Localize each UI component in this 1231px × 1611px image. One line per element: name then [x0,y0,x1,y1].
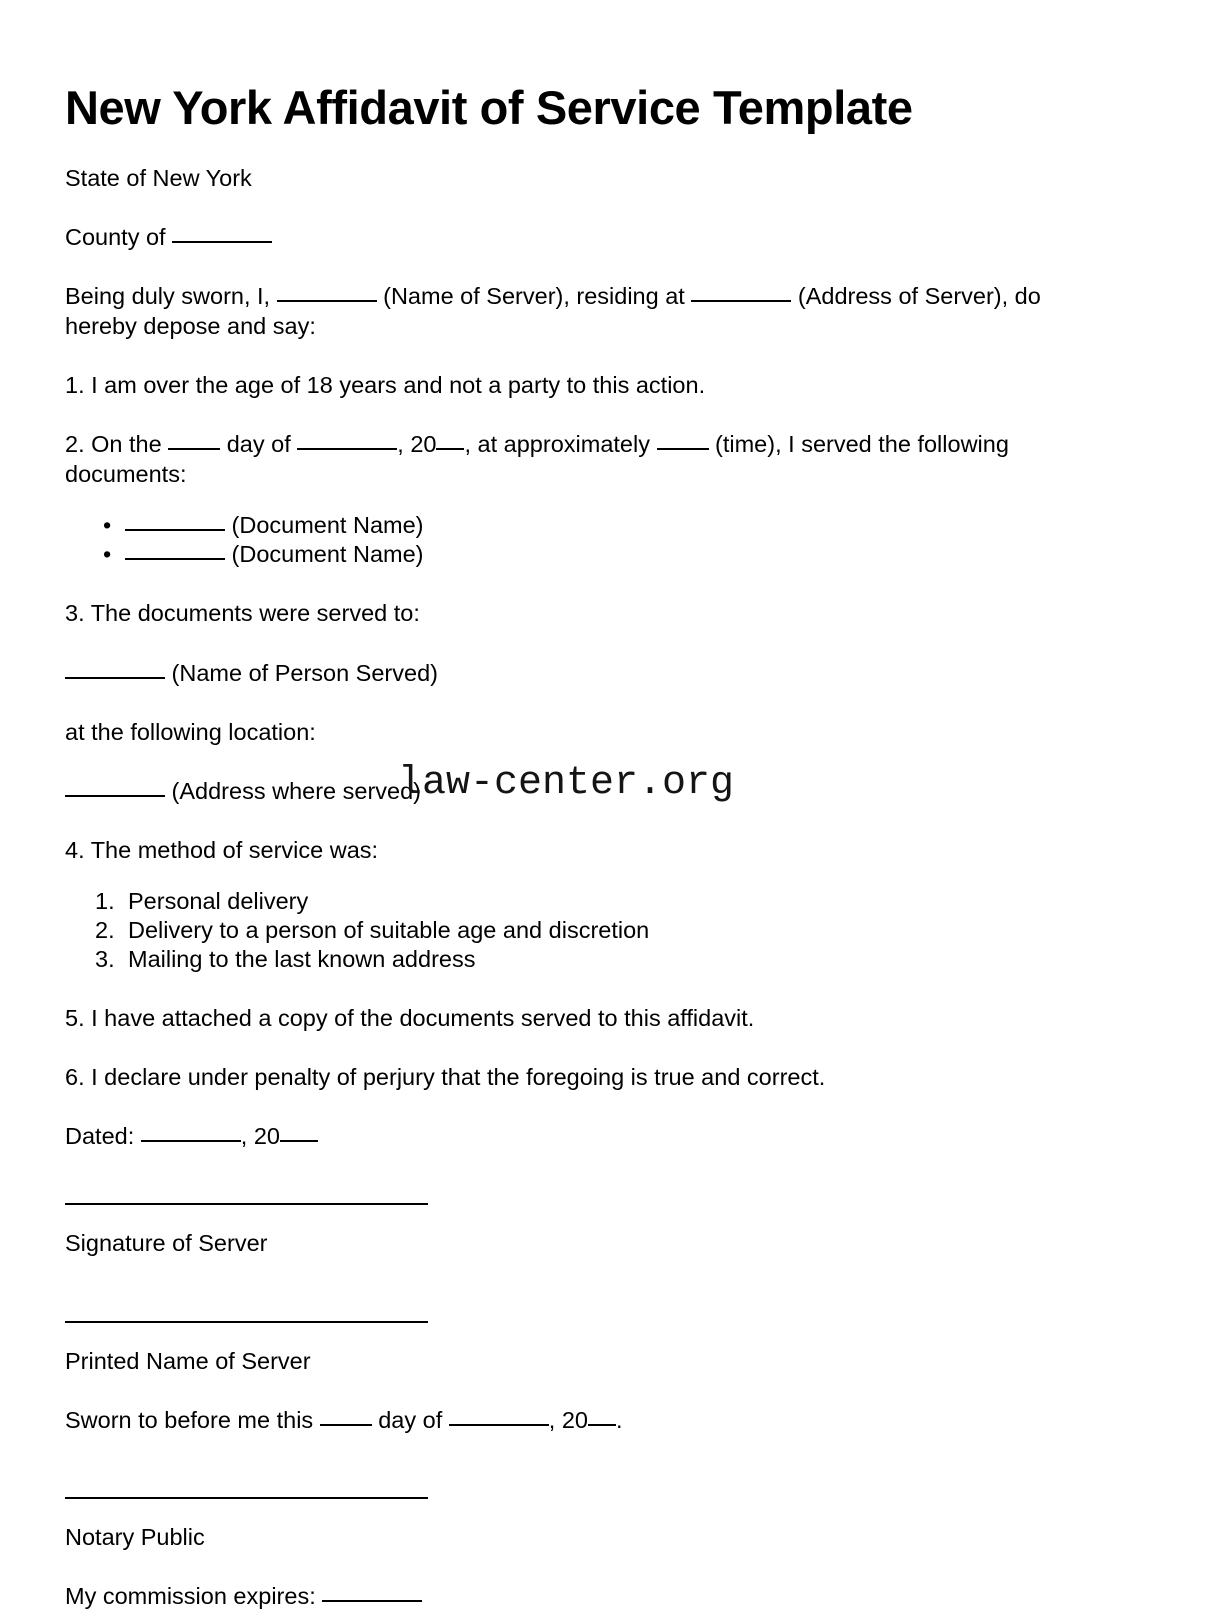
server-name-blank[interactable] [277,300,377,302]
list-item [65,540,1065,569]
list-item: Delivery to a person of suitable age and discretion [128,917,650,943]
sworn-intro-part-c: (Address of Server), do hereby depose and say: [65,282,1041,339]
address-served-blank[interactable] [65,795,165,797]
clause-2 [65,400,1065,489]
service-methods-list [65,865,1065,974]
dated-month-blank[interactable] [141,1140,241,1142]
sworn-before-part-a: Sworn to before me this [65,1406,320,1433]
person-served-label: (Name of Person Served) [165,659,438,686]
county-blank[interactable] [172,241,272,243]
notary-month-blank[interactable] [449,1424,549,1426]
clause-3-text: 3. The documents were served to: [65,600,420,627]
site-watermark: law-center.org [398,761,735,806]
clause-4 [65,806,1065,865]
signature-label: Signature of Server [65,1230,268,1257]
list-item: Personal delivery [128,887,309,914]
clause-4-text: 4. The method of service was: [65,836,379,863]
address-served-line [65,747,1065,806]
clause-1-text: 1. I am over the age of 18 years and not a party to this action. [65,372,706,398]
sworn-before-line [65,1376,1065,1435]
notary-day-blank[interactable] [320,1424,372,1426]
state-line [65,134,1065,193]
clause-3 [65,569,1065,628]
document-name-label-2: (Document Name) [225,541,424,568]
dated-year-prefix: , 20 [240,1123,280,1150]
sworn-before-part-d: . [615,1406,623,1433]
service-year-blank[interactable] [436,448,464,450]
clause-2-part-e: (time), I served the following documents: [65,431,1009,488]
commission-expires-label: My commission expires: [65,1582,323,1609]
clause-2-part-d: , at approximately [464,431,657,458]
notary-label: Notary Public [65,1523,205,1550]
sworn-intro-part-a: Being duly sworn, I, [65,282,277,309]
dated-line [65,1092,1065,1151]
document-content [65,0,1065,1611]
county-label: County of [65,223,173,250]
service-day-blank[interactable] [168,448,220,450]
document-name-blank-1[interactable] [125,529,225,531]
document-name-blank-2[interactable] [125,558,225,560]
sworn-intro-paragraph [65,252,1065,341]
clause-6 [65,1033,1065,1092]
state-line-text: State of New York [65,164,252,191]
list-item: Mailing to the last known address [128,946,476,973]
county-line [65,193,1065,252]
person-served-blank[interactable] [65,677,165,679]
sworn-before-part-b: day of [371,1406,449,1433]
service-time-blank[interactable] [657,448,709,450]
clause-6-text: 6. I declare under penalty of perjury that the foregoing is true and correct. [65,1064,826,1091]
notary-year-blank[interactable] [588,1424,616,1426]
sworn-before-part-c: , 20 [548,1406,588,1433]
clause-5 [65,974,1065,1033]
printed-name-label: Printed Name of Server [65,1347,311,1374]
person-served-line [65,629,1065,688]
commission-expires-line [65,1552,1065,1611]
sworn-intro-part-b: (Name of Server), residing at [376,282,692,309]
clause-1 [65,341,1065,400]
location-intro-line [65,688,1065,747]
address-served-label: (Address where served) [165,777,421,804]
clause-5-text: 5. I have attached a copy of the documents served to this affidavit. [65,1005,755,1032]
document-name-label-1: (Document Name) [225,512,424,539]
list-item [65,511,1065,540]
location-intro-text: at the following location: [65,718,316,745]
clause-2-part-a: 2. On the [65,431,169,458]
documents-served-list [65,489,1065,569]
dated-year-blank[interactable] [280,1140,318,1142]
service-month-blank[interactable] [297,448,397,450]
dated-label: Dated: [65,1123,141,1150]
clause-2-part-b: day of [220,431,298,458]
commission-expires-blank[interactable] [322,1600,422,1602]
clause-2-part-c: , 20 [397,431,437,458]
server-address-blank[interactable] [691,300,791,302]
page-title: New York Affidavit of Service Template [65,81,913,134]
